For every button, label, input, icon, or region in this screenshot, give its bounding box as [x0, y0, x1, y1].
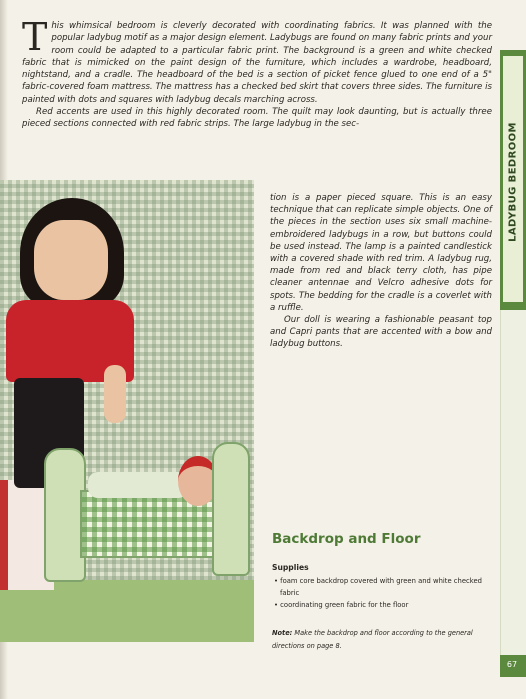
intro-paragraph-1-text: his whimsical bedroom is cleverly decorated with coordinating fabrics. It was planned with the popular ladybug motif as a major design element. Ladybugs are found on many fabric prints and your room could be adapted to a particular fabric print. The background is a green and white checked fabric that is mimicked on the paint design of the furniture, which includes a wardrobe, headboard, nightstand, and a cradle. The headboard of the bed is a section of picket fence glued to one end of a 5" fabric-covered foam mattress. The mattress has a checked bed skirt that covers three sides. The furniture is painted with dots and squares with ladybug decals marching across. — [22, 21, 492, 105]
section-title: Backdrop and Floor — [272, 531, 421, 547]
cradle-end-right — [212, 442, 250, 576]
drop-cap: T — [22, 15, 48, 59]
supply-item: • foam core backdrop covered with green and white checked fabric — [272, 575, 484, 599]
baby-blanket — [88, 472, 188, 498]
intro-paragraph-2: Red accents are used in this highly decorated room. The quilt may look daunting, but is actually three pieced sections connected with red fabric strips. The large ladybug in the sec- — [22, 107, 492, 130]
supply-item: • coordinating green fabric for the floor — [272, 599, 484, 611]
right-column-text — [270, 192, 492, 351]
paragraph-3: Our doll is wearing a fashionable peasant top and Capri pants that are accented with a bow and ladybug buttons. — [270, 315, 492, 350]
supplies-list — [272, 575, 484, 611]
intro-paragraph-1 — [22, 15, 492, 106]
doll-face — [34, 220, 108, 300]
margin-strip — [500, 310, 526, 655]
paragraph-2-continued: tion is a paper pieced square. This is an easy technique that can replicate simple objects. One of the pieces in the section uses six small machine-embroidered ladybugs in a row, but buttons could be used instead. The lamp is a painted candlestick with a covered shade with red trim. A ladybug rug, made from red and black terry cloth, has pipe cleaner antennae and Velcro adhesive dots for spots. The bedding for the cradle is a coverlet with a ruffle. — [270, 193, 492, 313]
note-text: Make the backdrop and floor according to the general directions on page 8. — [272, 629, 473, 650]
intro-text — [22, 15, 492, 131]
chapter-tab-label: LADYBUG BEDROOM — [507, 122, 519, 242]
doll-photo — [0, 180, 254, 642]
note-label: Note: — [272, 629, 293, 637]
doll-arm — [104, 365, 126, 423]
page-number: 67 — [506, 660, 518, 669]
supplies-heading: Supplies — [272, 563, 309, 572]
note — [272, 627, 488, 653]
